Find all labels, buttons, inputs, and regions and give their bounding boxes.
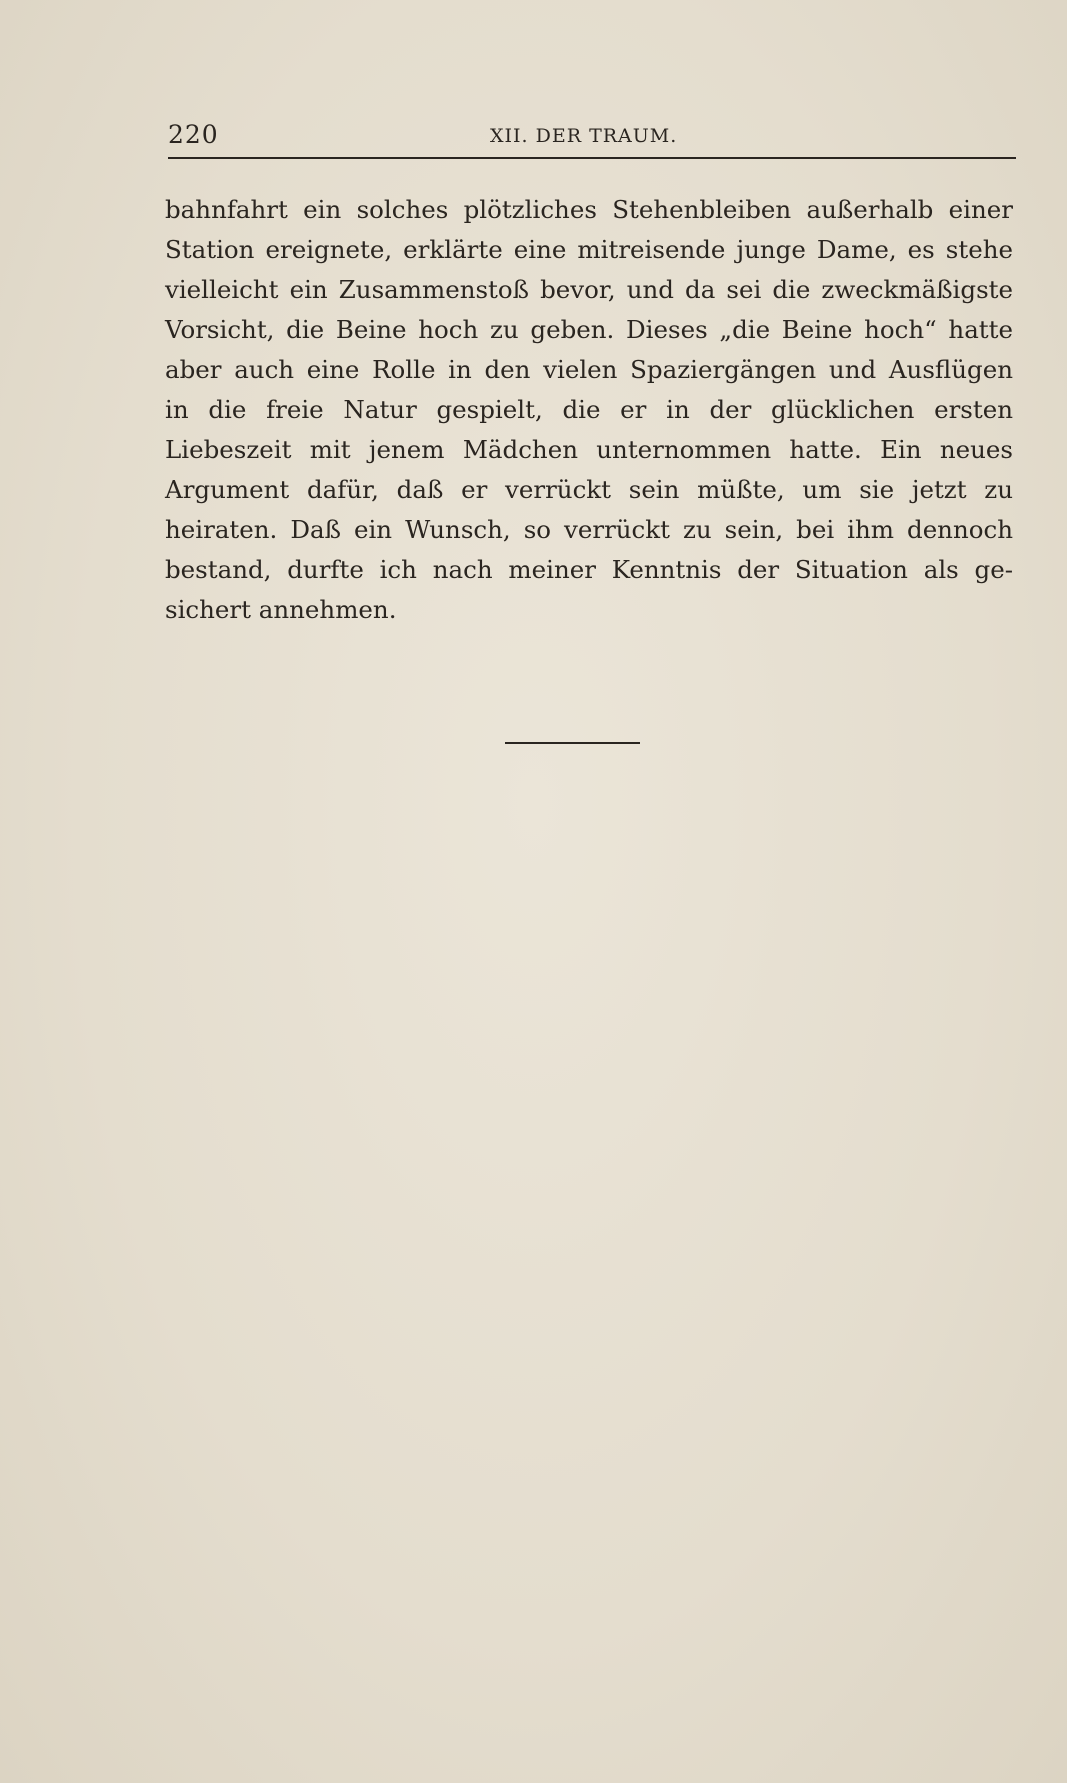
header-rule bbox=[168, 157, 1016, 159]
running-head: XII. DER TRAUM. bbox=[490, 125, 678, 147]
text-line: Vorsicht, die Beine hoch zu geben. Dieses „die Beine hoch“ hatte bbox=[165, 315, 1013, 344]
text-line: bahnfahrt ein solches plötzliches Stehenbleiben außerhalb einer bbox=[165, 195, 1013, 224]
section-end-rule bbox=[505, 742, 640, 744]
text-line: heiraten. Daß ein Wunsch, so verrückt zu sein, bei ihm dennoch bbox=[165, 515, 1013, 544]
text-line: bestand, durfte ich nach meiner Kenntnis der Situation als ge- bbox=[165, 555, 1013, 584]
body-text bbox=[165, 190, 1013, 630]
text-line: in die freie Natur gespielt, die er in der glücklichen ersten bbox=[165, 395, 1013, 424]
page-header bbox=[168, 120, 1016, 156]
text-line: Argument dafür, daß er verrückt sein müßte, um sie jetzt zu bbox=[165, 475, 1013, 504]
text-line: sichert annehmen. bbox=[165, 595, 397, 624]
text-line: vielleicht ein Zusammenstoß bevor, und da sei die zweckmäßigste bbox=[165, 275, 1013, 304]
text-line: Station ereignete, erklärte eine mitreisende junge Dame, es stehe bbox=[165, 235, 1013, 264]
text-line: Liebeszeit mit jenem Mädchen unternommen hatte. Ein neues bbox=[165, 435, 1013, 464]
text-line: aber auch eine Rolle in den vielen Spaziergängen und Ausflügen bbox=[165, 355, 1013, 384]
page-number: 220 bbox=[168, 120, 219, 149]
